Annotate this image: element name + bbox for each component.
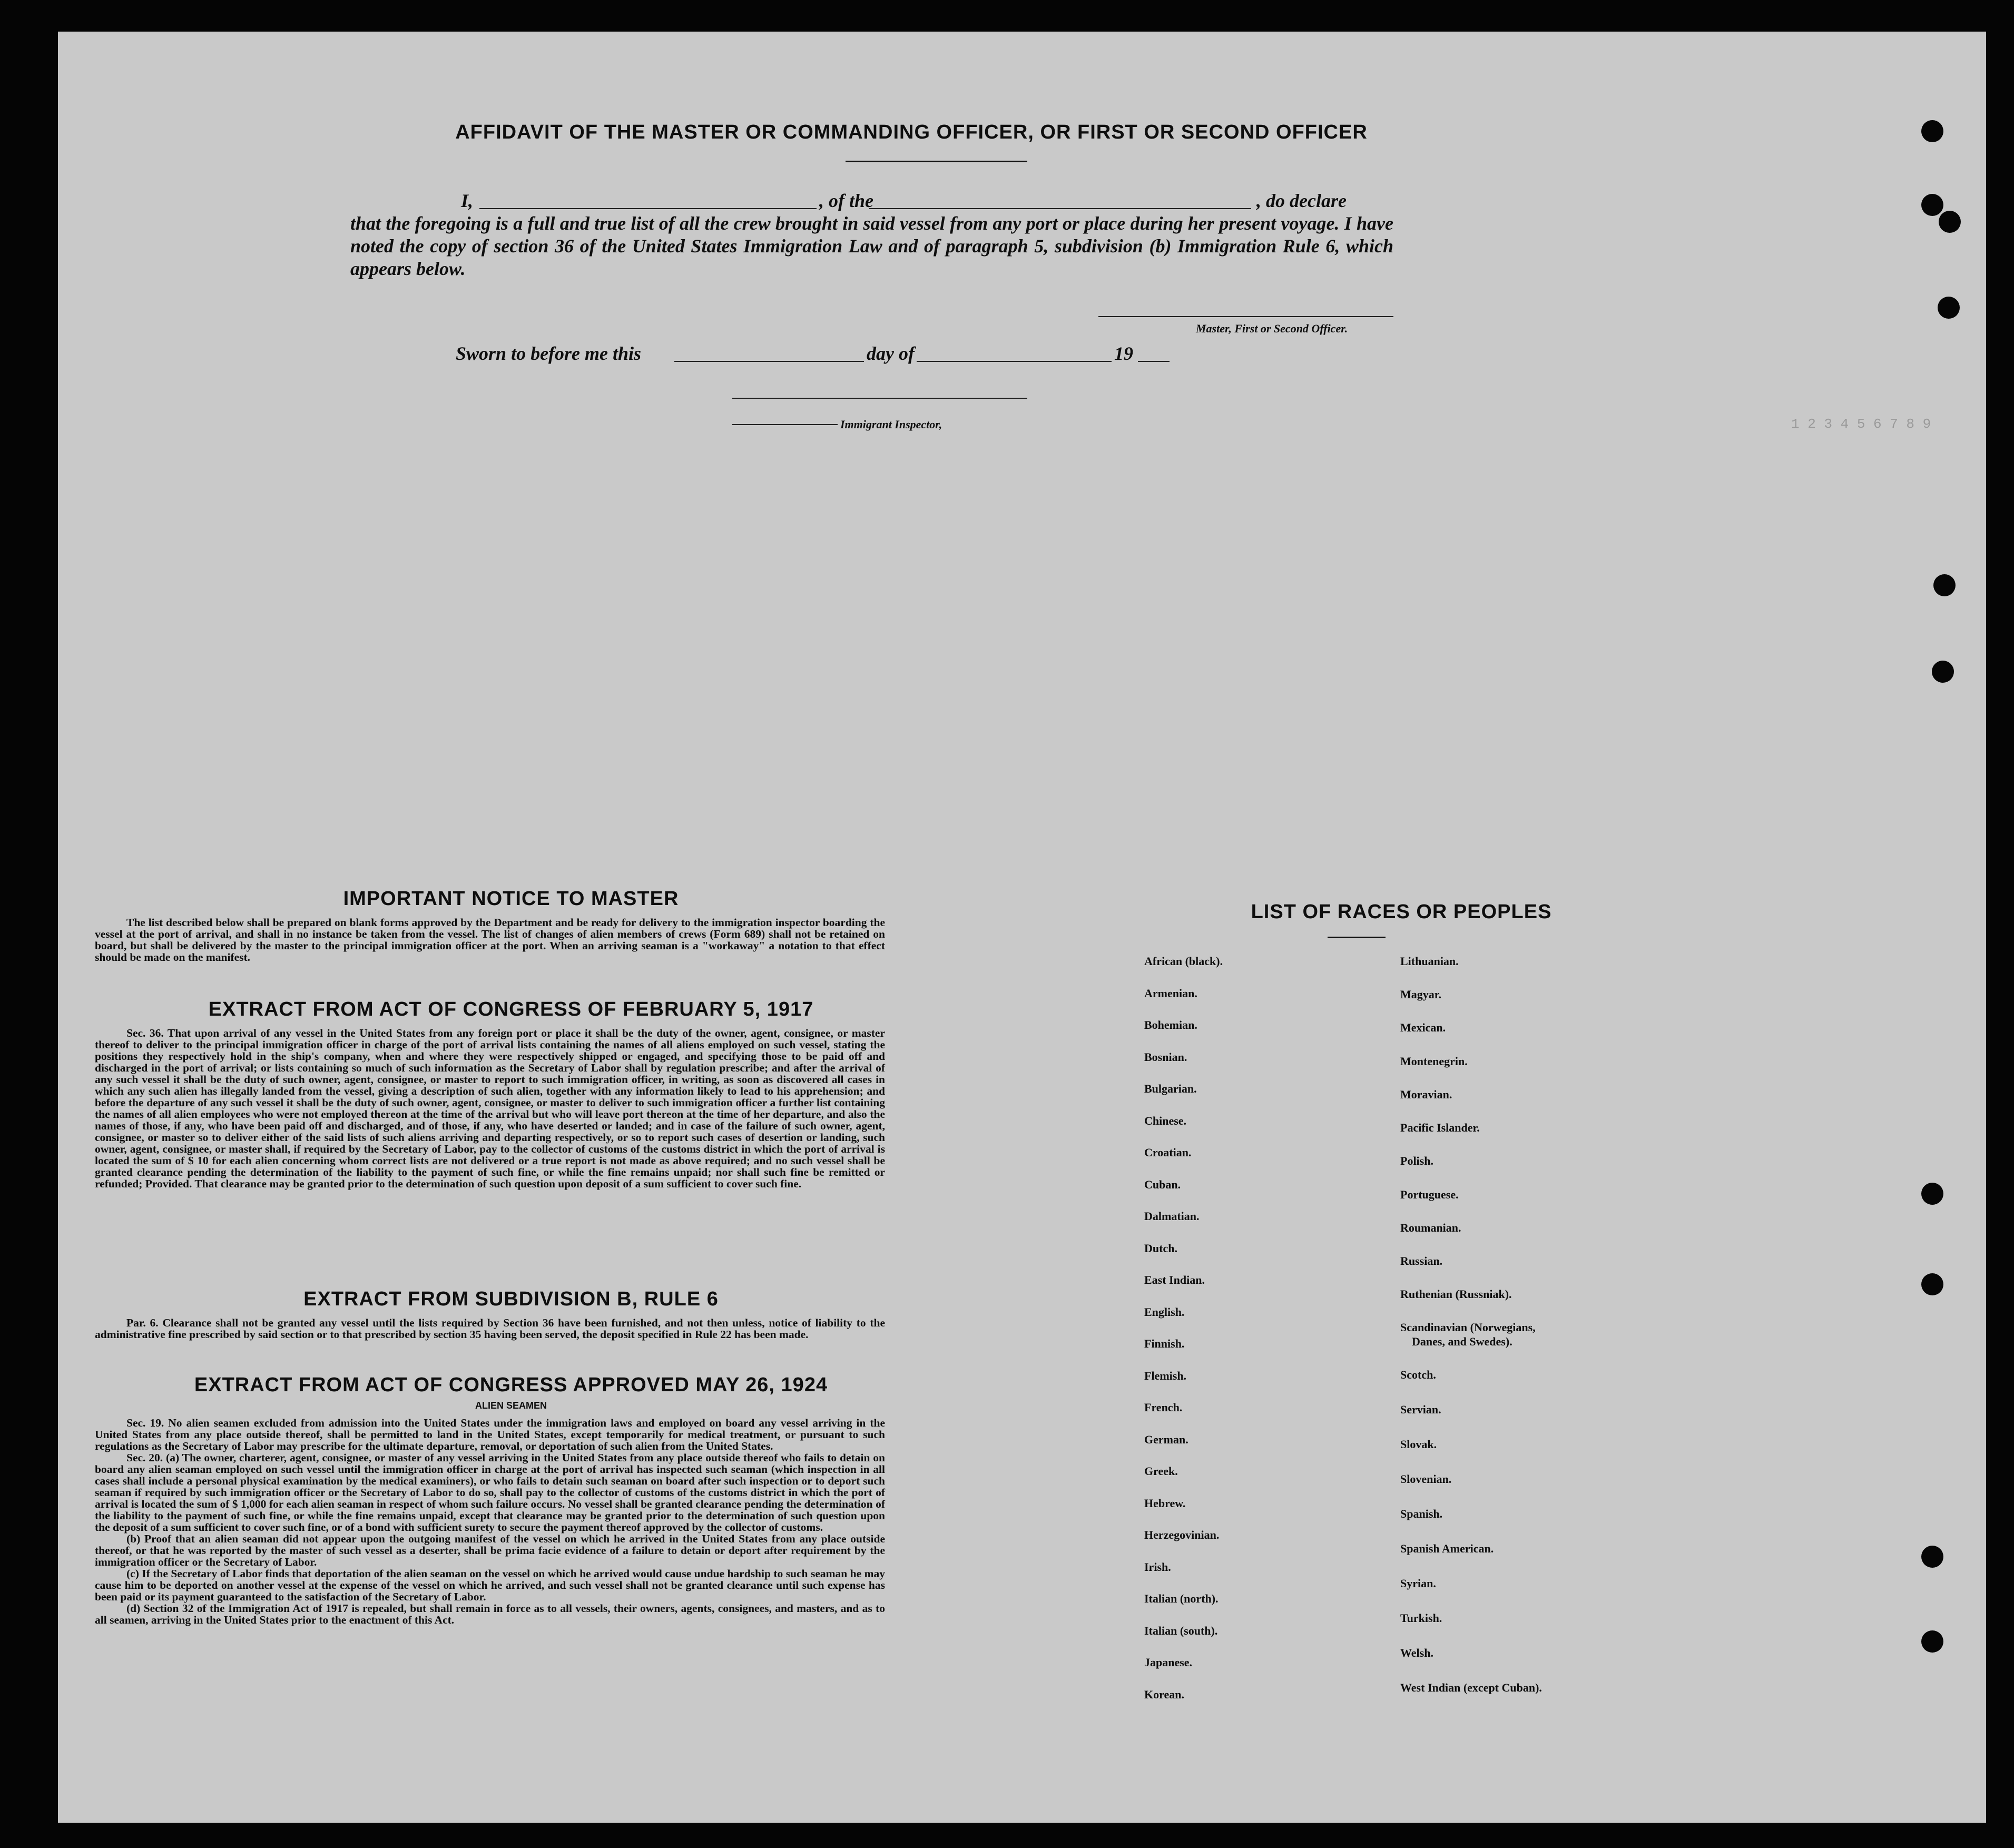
race-left-item: Bohemian. xyxy=(1144,1018,1197,1031)
race-right-item: Scotch. xyxy=(1400,1368,1436,1381)
sworn-date-blank[interactable] xyxy=(674,361,864,362)
races-title-underline xyxy=(1328,937,1386,938)
sworn-month-blank[interactable] xyxy=(917,361,1112,362)
binder-hole xyxy=(1933,574,1956,596)
race-left-item: Japanese. xyxy=(1144,1656,1193,1669)
affidavit-title: AFFIDAVIT OF THE MASTER OR COMMANDING OFFICER, OR FIRST OR SECOND OFFICER xyxy=(455,121,1368,143)
line1-start: I, xyxy=(461,190,474,211)
binder-hole xyxy=(1921,1546,1943,1568)
race-left-item: English. xyxy=(1144,1305,1185,1319)
binder-hole xyxy=(1921,1630,1943,1653)
rule-6-title: EXTRACT FROM SUBDIVISION B, RULE 6 xyxy=(303,1288,719,1310)
master-signature-line[interactable] xyxy=(1098,316,1393,317)
sec-19-paragraph: Sec. 19. No alien seamen excluded from admission into the United States under the immigration laws and employed on board any vessel arriving in the United States from any place outside thereof, shall be permitted to land in the United States, except temporarily for medical treatment, or pursuant to such regulations as the Secretary of Labor may prescribe for the ultimate departure, removal, or deportation of such alien from the United States. xyxy=(95,1417,885,1452)
race-left-item: Korean. xyxy=(1144,1688,1184,1701)
race-left-item: Flemish. xyxy=(1144,1369,1187,1382)
binder-hole xyxy=(1921,120,1943,142)
section-36-paragraph: Sec. 36. That upon arrival of any vessel in the United States from any foreign port or place it shall be the duty of the owner, agent, consignee, or master thereof to deliver to the principal immigration officer in charge of the port of arrival lists containing the names of all aliens employed on such vessel, stating the positions they respectively hold in the ship's company, when and where they were respectively shipped or engaged, and specifying those to be paid off and discharged in the port of arrival; or lists containing so much of such information as the Secretary of Labor shall by regulation prescribe; and after the arrival of any such vessel it shall be the duty of such owner, agent, consignee, or master to report to such immigration officer, in writing, as soon as discovered all cases in which any such alien has illegally landed from the vessel, giving a description of such alien, together with any information likely to lead to his apprehension; and before the departure of any such vessel it shall be the duty of such owner, agent, consignee, or master to deliver to such immigration officer a further list containing the names of all alien employees who were not employed thereon at the time of the arrival but who will leave port thereon at the time of her departure, and also the names of those, if any, who have been paid off and discharged, and of those, if any, who have deserted or landed; and in case of the failure of such owner, agent, consignee, or master so to deliver either of the said lists of such aliens arriving and departing respectively, or so to report such cases of desertion or landing, such owner, agent, consignee, or master shall, if required by the Secretary of Labor, pay to the collector of customs of the customs district in which the port of arrival is located the sum of $ 10 for each alien concerning whom correct lists are not delivered or a true report is not made as above required; and no such vessel shall be granted clearance pending the determination of the liability to the payment of such fine, or while the fine remains unpaid; nor shall such fine be remitted or refunded; Provided. That clearance may be granted prior to the determination of such question upon deposit of a sum sufficient to cover such fine. xyxy=(95,1027,885,1190)
sworn-day-label: day of xyxy=(867,343,915,364)
race-right-item: Mexican. xyxy=(1400,1021,1446,1034)
race-right-item: Servian. xyxy=(1400,1403,1441,1416)
form-page xyxy=(58,32,1986,1823)
race-left-item: Finnish. xyxy=(1144,1337,1185,1350)
sworn-year: 19 xyxy=(1114,343,1133,364)
name-blank[interactable] xyxy=(479,208,817,209)
sec-20c-paragraph: (c) If the Secretary of Labor finds that deportation of the alien seaman on the vessel on which he arrived would cause undue hardship to such seaman he may cause him to be deported on another vessel at the expense of the vessel on which he arrived, and such vessel shall not be granted clearance until such expense has been paid or its payment guaranteed to the satisfaction of the Secretary of Labor. xyxy=(95,1567,885,1603)
rule-6-text xyxy=(95,1317,885,1340)
inspector-label: Immigrant Inspector, xyxy=(840,418,942,431)
race-right-item: Danes, and Swedes). xyxy=(1412,1335,1512,1348)
race-left-item: Greek. xyxy=(1144,1464,1178,1478)
race-right-item: Spanish. xyxy=(1400,1507,1443,1520)
sec-20b-paragraph: (b) Proof that an alien seaman did not appear upon the outgoing manifest of the vessel on which he arrived in the United States from any place outside thereof, or that he was reported by the master of such vessel as a deserter, shall be prima facie evidence of a failure to detain or deport after requirement by the immigration officer or the Secretary of Labor. xyxy=(95,1532,885,1568)
race-left-item: Italian (north). xyxy=(1144,1592,1219,1605)
alien-seamen-subtitle: ALIEN SEAMEN xyxy=(475,1400,547,1411)
affidavit-body: that the foregoing is a full and true list of all the crew brought in said vessel from any port or place during her present voyage. I have noted the copy of section 36 of the United States Immigration Law and of paragraph 5, subdivision (b) Immigration Rule 6, which appears below. xyxy=(350,213,1393,279)
line1-mid: , of the xyxy=(819,190,873,211)
extract-1924-title: EXTRACT FROM ACT OF CONGRESS APPROVED MAY 26, 1924 xyxy=(194,1374,828,1396)
binder-hole xyxy=(1932,661,1954,683)
sec-20a-paragraph: Sec. 20. (a) The owner, charterer, agent, consignee, or master of any vessel arriving in the United States from any place outside thereof who fails to detain on board any alien seaman employed on such vessel until the immigration officer in charge at the port of arrival has inspected such seaman (which inspection in all cases shall include a personal physical examination by the medical examiners), or who fails to detain such seaman on board after such inspection or to deport such seaman if required by such immigration officer or the Secretary of Labor to do so, shall pay to the collector of customs of the customs district in which the port of arrival is located the sum of $ 1,000 for each alien seaman in respect of whom such failure occurs. No vessel shall be granted clearance pending the determination of the liability to the payment of such fine, or while the fine remains unpaid, except that clearance may be granted prior to the determination of such question upon the deposit of a sum sufficient to cover such fine, or of a bond with sufficient surety to secure the payment thereof approved by the collector of customs. xyxy=(95,1451,885,1534)
notice-title: IMPORTANT NOTICE TO MASTER xyxy=(343,888,679,910)
extract-1924-text xyxy=(95,1417,885,1626)
race-left-item: Italian (south). xyxy=(1144,1624,1218,1637)
binder-hole xyxy=(1938,297,1960,319)
race-right-item: Spanish American. xyxy=(1400,1542,1494,1555)
race-left-item: African (black). xyxy=(1144,955,1223,968)
race-left-item: French. xyxy=(1144,1401,1183,1414)
binder-hole xyxy=(1921,1183,1943,1205)
binder-hole xyxy=(1921,1273,1943,1295)
sec-20d-paragraph: (d) Section 32 of the Immigration Act of 1917 is repealed, but shall remain in force as to all vessels, their owners, agents, consignees, and masters, and as to all seamen, arriving in the United States prior to the enactment of this Act. xyxy=(95,1602,885,1626)
inspector-signature-line[interactable] xyxy=(732,398,1027,399)
race-left-item: Herzegovinian. xyxy=(1144,1528,1220,1541)
race-left-item: Armenian. xyxy=(1144,987,1197,1000)
extract-1917-title: EXTRACT FROM ACT OF CONGRESS OF FEBRUARY 5, 1917 xyxy=(208,998,814,1020)
race-right-item: Pacific Islander. xyxy=(1400,1121,1480,1134)
binder-hole xyxy=(1921,194,1943,216)
race-left-item: Chinese. xyxy=(1144,1114,1187,1127)
race-right-item: Montenegrin. xyxy=(1400,1055,1468,1068)
sworn-year-blank[interactable] xyxy=(1138,361,1170,362)
race-left-item: Croatian. xyxy=(1144,1146,1192,1159)
master-signature-label: Master, First or Second Officer. xyxy=(1196,322,1348,335)
vessel-blank[interactable] xyxy=(869,208,1251,209)
race-right-item: Scandinavian (Norwegians, xyxy=(1400,1321,1536,1334)
race-left-item: Cuban. xyxy=(1144,1178,1181,1191)
race-left-item: Bulgarian. xyxy=(1144,1082,1197,1095)
race-right-item: Roumanian. xyxy=(1400,1221,1461,1234)
races-title: LIST OF RACES OR PEOPLES xyxy=(1251,901,1552,923)
sworn-prefix: Sworn to before me this xyxy=(456,343,642,364)
race-left-item: Irish. xyxy=(1144,1560,1171,1574)
race-left-item: German. xyxy=(1144,1433,1188,1446)
race-right-item: Portuguese. xyxy=(1400,1188,1459,1201)
binder-hole xyxy=(1939,211,1961,233)
race-left-item: Dutch. xyxy=(1144,1242,1177,1255)
race-right-item: Welsh. xyxy=(1400,1646,1433,1659)
inspector-short-line[interactable] xyxy=(732,424,838,425)
race-right-item: Slovak. xyxy=(1400,1438,1437,1451)
race-right-item: Magyar. xyxy=(1400,988,1442,1001)
bleed-through-text: 1 2 3 4 5 6 7 8 9 xyxy=(1791,416,1931,432)
affidavit-declaration xyxy=(350,190,1393,280)
race-right-item: West Indian (except Cuban). xyxy=(1400,1681,1542,1694)
race-left-item: East Indian. xyxy=(1144,1273,1205,1286)
race-right-item: Moravian. xyxy=(1400,1088,1452,1101)
line1-end: , do declare xyxy=(1256,190,1347,211)
race-right-item: Polish. xyxy=(1400,1154,1433,1167)
race-right-item: Ruthenian (Russniak). xyxy=(1400,1287,1512,1301)
notice-text xyxy=(95,917,885,963)
race-left-item: Hebrew. xyxy=(1144,1497,1186,1510)
extract-1917-text xyxy=(95,1027,885,1190)
race-right-item: Lithuanian. xyxy=(1400,955,1459,968)
race-right-item: Turkish. xyxy=(1400,1611,1442,1625)
race-right-item: Slovenian. xyxy=(1400,1472,1452,1486)
race-left-item: Bosnian. xyxy=(1144,1050,1187,1064)
race-right-item: Syrian. xyxy=(1400,1577,1436,1590)
race-left-item: Dalmatian. xyxy=(1144,1210,1200,1223)
rule-6-paragraph: Par. 6. Clearance shall not be granted any vessel until the lists required by Section 36 have been furnished, and not then unless, notice of liability to the administrative fine prescribed by said section or to that prescribed by section 35 having been served, the deposit specified in Rule 22 has been made. xyxy=(95,1316,885,1341)
title-underline xyxy=(846,161,1027,162)
notice-paragraph: The list described below shall be prepared on blank forms approved by the Department and be ready for delivery to the immigration inspector boarding the vessel at the port of arrival, and shall in no instance be taken from the vessel. The list of changes of alien members of crews (Form 689) shall not be retained on board, but shall be delivered by the master to the principal immigration officer at the port. When an arriving seaman is a "workaway" a notation to that effect should be made on the manifest. xyxy=(95,916,885,964)
race-right-item: Russian. xyxy=(1400,1254,1443,1267)
